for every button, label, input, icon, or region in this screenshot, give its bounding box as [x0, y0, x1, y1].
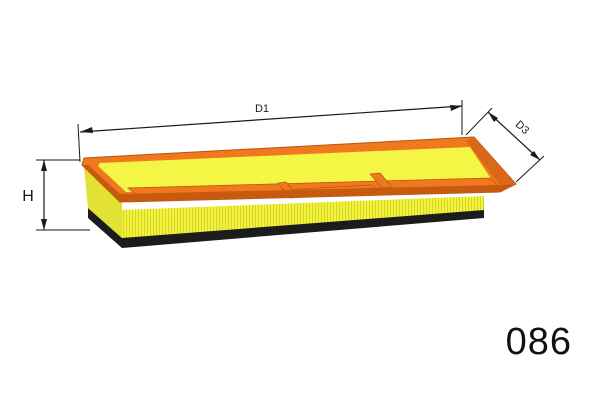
d1-label: D1 [254, 103, 270, 115]
dimension-h [22, 160, 90, 230]
part-number: 086 [505, 321, 572, 363]
d3-label: D3 [512, 118, 532, 137]
d1-dimension-line [80, 106, 462, 132]
h-arrow-top [41, 160, 47, 171]
h-label: H [22, 188, 34, 205]
d1-arrow-left [80, 127, 93, 133]
filter-body [82, 137, 516, 248]
d1-arrow-right [450, 105, 462, 111]
h-arrow-bottom [41, 219, 47, 230]
d1-extension-left [78, 124, 80, 162]
